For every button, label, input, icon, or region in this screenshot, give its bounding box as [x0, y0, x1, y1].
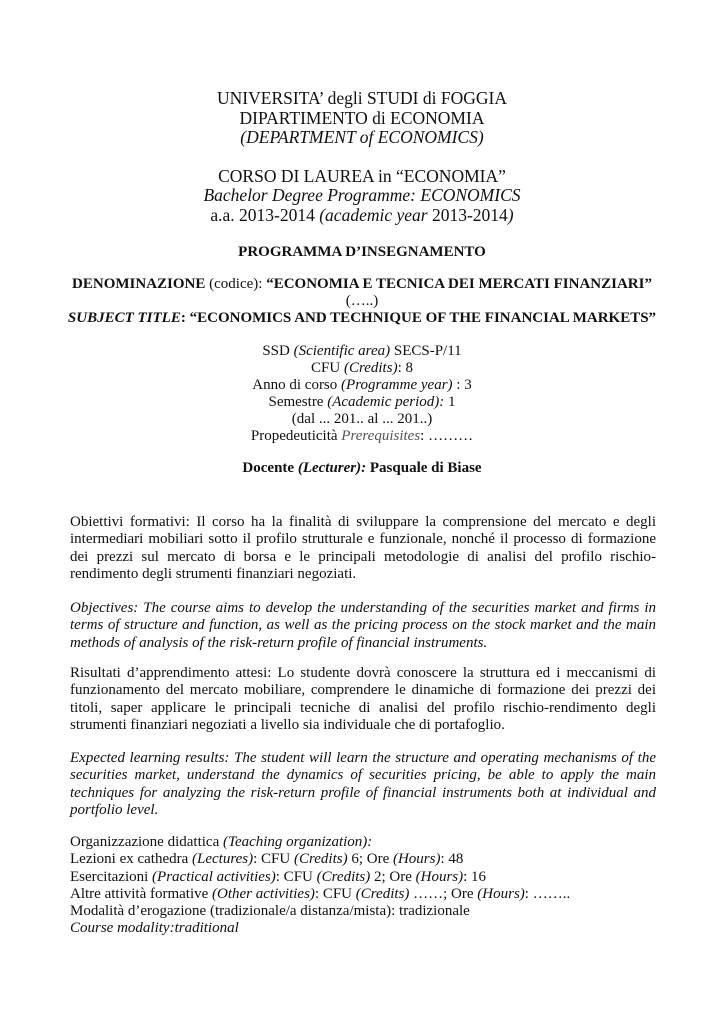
ssd-value: SECS-P/11 [390, 343, 462, 359]
teaching-organization [70, 834, 656, 938]
denomination-value: “ECONOMIA E TECNICA DEI MERCATI FINANZIARI” [266, 276, 652, 292]
other-activities-label: Altre attività formative [70, 885, 213, 902]
department-name: DIPARTIMENTO di ECONOMIA [239, 108, 485, 128]
academic-year-close: ) [507, 205, 514, 225]
academic-year [0, 205, 724, 225]
programme-year-value: : 3 [452, 377, 472, 393]
lectures-hours-label: (Hours) [392, 851, 441, 868]
lectures-cfu-label: : CFU [253, 851, 294, 868]
programme-title: PROGRAMMA D’INSEGNAMENTO [238, 244, 486, 260]
semester-dates: (dal ... 201.. al ... 201..) [291, 411, 433, 427]
other-hours-value: : …….. [524, 885, 571, 902]
exercises-credits-label: (Credits) [316, 868, 371, 885]
semester-label: Semestre [268, 394, 328, 410]
exercises-label: Esercitazioni [70, 868, 153, 885]
cfu-line [0, 360, 724, 377]
lectures-hours-value: : 48 [440, 851, 464, 868]
ssd-label: SSD [262, 343, 294, 359]
lectures-line [70, 851, 656, 868]
cfu-label: CFU [311, 360, 344, 376]
lecturer-label: Docente [242, 460, 298, 476]
prerequisites-label-en: Prerequisites [341, 428, 421, 444]
cfu-label-en: (Credits) [343, 360, 398, 376]
cfu-value: : 8 [397, 360, 413, 376]
subject-title-label: SUBJECT TITLE [67, 310, 181, 326]
exercises-hours-value: : 16 [463, 868, 487, 885]
programme-year-label-en: (Programme year) [341, 377, 453, 393]
subject-title-value: : “ECONOMICS AND TECHNIQUE OF THE FINANCIAL MARKETS” [180, 310, 657, 326]
other-hours-label: (Hours) [477, 885, 525, 902]
lectures-label-en: (Lectures) [192, 851, 254, 868]
course-name: CORSO DI LAUREA in “ECONOMIA” [218, 166, 506, 186]
lectures-credits-label: (Credits) [293, 851, 348, 868]
exercises-credits-value: 2; Ore [370, 868, 416, 885]
other-cfu-label: : CFU [314, 885, 356, 902]
denomination-line [0, 276, 724, 293]
ssd-label-en: (Scientific area) [293, 343, 391, 359]
organization-title-en: (Teaching organization): [222, 834, 373, 850]
other-activities-label-en: (Other activities) [212, 885, 315, 902]
programme-year-line [0, 377, 724, 394]
learning-results-it-paragraph: Risultati d’apprendimento attesi: Lo studente dovrà conoscere la struttura ed i meccanismi di funzionamento del mercato mobiliare, comprendere le dinamiche di formazione dei prezzi dei titoli, saper applicare le principali tecniche di analisi del profilo rischio-rendimento degli strumenti finanziari negoziati a livello sia individuale che di portafoglio. [70, 665, 656, 733]
academic-year-en-label: (academic year [319, 205, 428, 225]
programme-year-label: Anno di corso [252, 377, 342, 393]
organization-title [70, 834, 656, 851]
lecturer-label-en: (Lecturer): [297, 460, 367, 476]
prerequisites-value: : ……… [420, 428, 474, 444]
lecturer-line [0, 460, 724, 477]
other-activities-line [70, 886, 656, 903]
course-name-en: Bachelor Degree Programme: ECONOMICS [203, 185, 521, 205]
exercises-cfu-label: : CFU [275, 868, 317, 885]
semester-line [0, 394, 724, 411]
department-name-en: (DEPARTMENT of ECONOMICS) [240, 127, 484, 147]
exercises-line [70, 869, 656, 886]
ssd-line [0, 343, 724, 360]
objectives-it-paragraph: Obiettivi formativi: Il corso ha la finalità di sviluppare la comprensione del mercato e degli intermediari mobiliari sotto il profilo strutturale e funzionale, nonché il processo di formazione dei prezzi sul mercato di borsa e le principali metodologie di analisi del profilo rischio-rendimento degli strumenti finanziari negoziati. [70, 514, 656, 582]
exercises-label-en: (Practical activities) [152, 868, 276, 885]
learning-results-en-paragraph: Expected learning results: The student will learn the structure and operating mechanisms of the securities market, understand the dynamics of securities pricing, be able to apply the main techniques for analyzing the risk-return profile of financial instruments both at individual and portfolio level. [70, 750, 656, 818]
semester-value: 1 [444, 394, 456, 410]
semester-label-en: (Academic period): [327, 394, 445, 410]
modality-line: Modalità d’erogazione (tradizionale/a distanza/mista): tradizionale [70, 903, 470, 920]
lectures-credits-value: 6; Ore [347, 851, 393, 868]
subject-code: (…..) [345, 293, 379, 309]
denomination-label: DENOMINAZIONE [72, 276, 206, 292]
exercises-hours-label: (Hours) [415, 868, 464, 885]
academic-year-en-value: 2013-2014 [427, 205, 508, 225]
lecturer-name: Pasquale di Biase [366, 460, 482, 476]
denomination-code-label: (codice): [205, 276, 267, 292]
other-credits-value: ……; Ore [409, 885, 478, 902]
subject-title-line [0, 310, 724, 327]
university-name: UNIVERSITA’ degli STUDI di FOGGIA [217, 88, 507, 108]
academic-year-it: a.a. 2013-2014 [210, 205, 320, 225]
prerequisites-line [0, 428, 724, 445]
lectures-label: Lezioni ex cathedra [70, 851, 193, 868]
modality-line-en: Course modality:traditional [70, 920, 239, 937]
organization-title-it: Organizzazione didattica [70, 834, 223, 850]
other-credits-label: (Credits) [355, 885, 410, 902]
objectives-en-paragraph: Objectives: The course aims to develop the understanding of the securities market and firms in terms of structure and function, as well as the pricing process on the stock market and the main methods of analysis of the risk-return profile of financial instruments. [70, 600, 656, 651]
prerequisites-label: Propedeuticità [250, 428, 342, 444]
